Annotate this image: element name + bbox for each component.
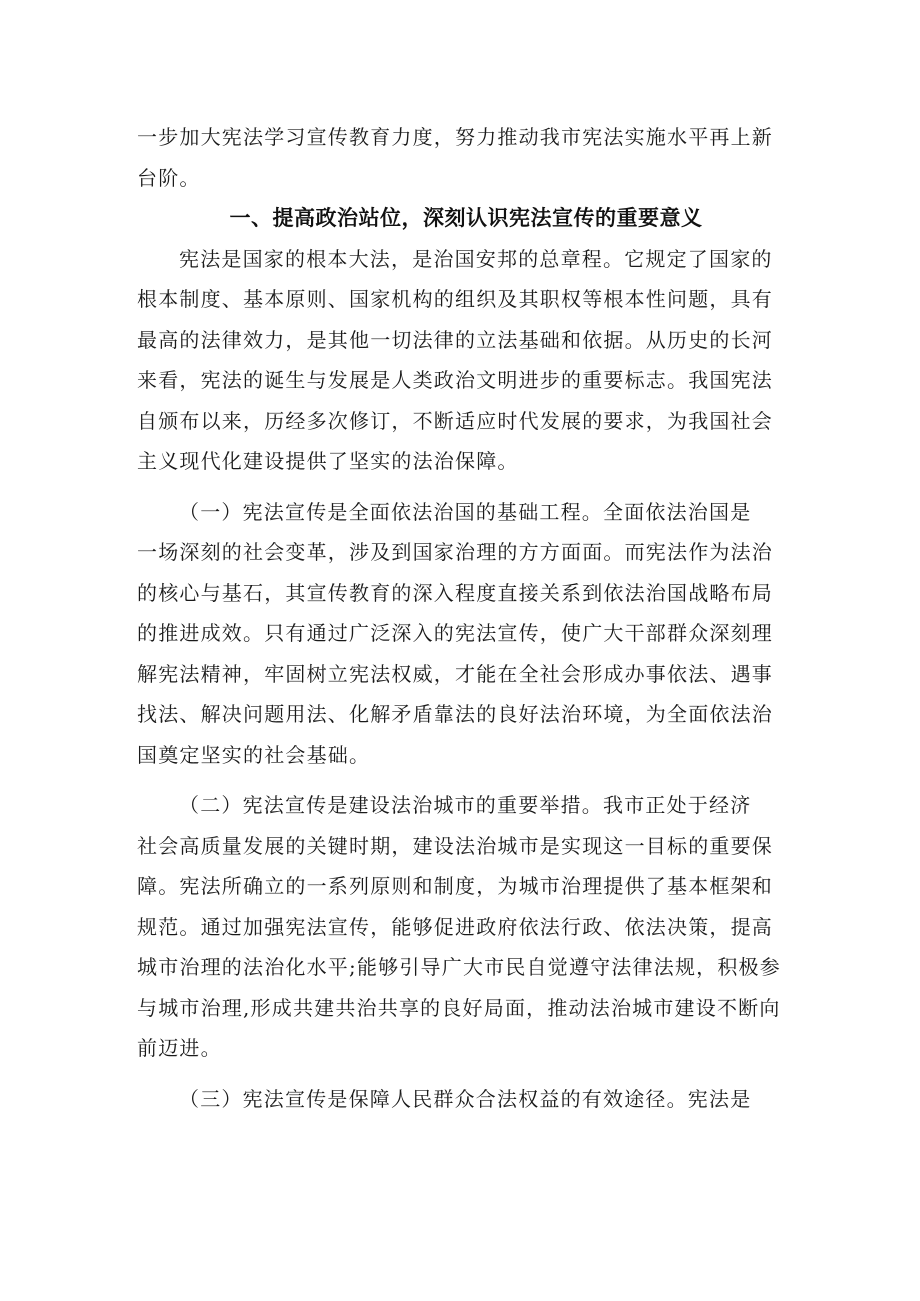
paragraph-spacer (137, 482, 785, 492)
paragraph-line: 规范。通过加强宪法宣传，能够促进政府依法行政、依法决策，提高 (137, 914, 773, 939)
paragraph-constitution-overview (137, 239, 785, 482)
paragraph-line: 障。宪法所确立的一系列原则和制度，为城市治理提供了基本框架和 (137, 874, 773, 898)
intro-line: 台阶。 (137, 165, 201, 190)
paragraph-line: （三）宪法宣传是保障人民群众合法权益的有效途径。宪法是 (179, 1086, 752, 1111)
paragraph-line: （二）宪法宣传是建设法治城市的重要举措。我市正处于经济 (179, 793, 752, 817)
paragraph-line: 自颁布以来，历经多次修订，不断适应时代发展的要求，为我国社会 (137, 408, 773, 433)
paragraph-line: 解宪法精神，牢固树立宪法权威，才能在全社会形成办事依法、遇事 (137, 661, 773, 686)
paragraph-spacer (137, 775, 785, 785)
paragraph-point-two (137, 785, 785, 1069)
paragraph-line: 的推进成效。只有通过广泛深入的宪法宣传，使广大干部群众深刻理 (137, 621, 773, 645)
document-body (137, 117, 785, 1119)
paragraph-point-three (137, 1079, 785, 1120)
paragraph-line: 根本制度、基本原则、国家机构的组织及其职权等根本性问题，具有 (137, 287, 773, 311)
paragraph-line: 城市治理的法治化水平;能够引导广大市民自觉遵守法律法规，积极参 (137, 955, 781, 979)
paragraph-line: 的核心与基石，其宣传教育的深入程度直接关系到依法治国战略布局 (137, 580, 773, 605)
paragraph-line: 找法、解决问题用法、化解矛盾靠法的良好法治环境，为全面依法治 (137, 702, 773, 726)
paragraph-spacer (137, 1069, 785, 1079)
paragraph-line: 来看，宪法的诞生与发展是人类政治文明进步的重要标志。我国宪法 (137, 368, 773, 392)
paragraph-line: 主义现代化建设提供了坚实的法治保障。 (137, 449, 519, 473)
paragraph-line: 前迈进。 (137, 1036, 222, 1060)
paragraph-line: （一）宪法宣传是全面依法治国的基础工程。全面依法治国是 (179, 499, 752, 524)
paragraph-line: 与城市治理,形成共建共治共享的良好局面，推动法治城市建设不断向 (137, 995, 781, 1020)
intro-paragraph (137, 117, 785, 198)
paragraph-line: 社会高质量发展的关键时期，建设法治城市是实现这一目标的重要保 (137, 833, 773, 858)
paragraph-line: 宪法是国家的根本大法，是治国安邦的总章程。它规定了国家的 (179, 246, 773, 271)
section-heading: 一、提高政治站位，深刻认识宪法宣传的重要意义 (229, 206, 703, 230)
paragraph-line: 一场深刻的社会变革，涉及到国家治理的方方面面。而宪法作为法治 (137, 540, 773, 564)
paragraph-line: 最高的法律效力，是其他一切法律的立法基础和依据。从历史的长河 (137, 327, 773, 352)
intro-line: 一步加大宪法学习宣传教育力度，努力推动我市宪法实施水平再上新 (137, 125, 773, 149)
paragraph-point-one (137, 492, 785, 776)
paragraph-line: 国奠定坚实的社会基础。 (137, 742, 371, 767)
